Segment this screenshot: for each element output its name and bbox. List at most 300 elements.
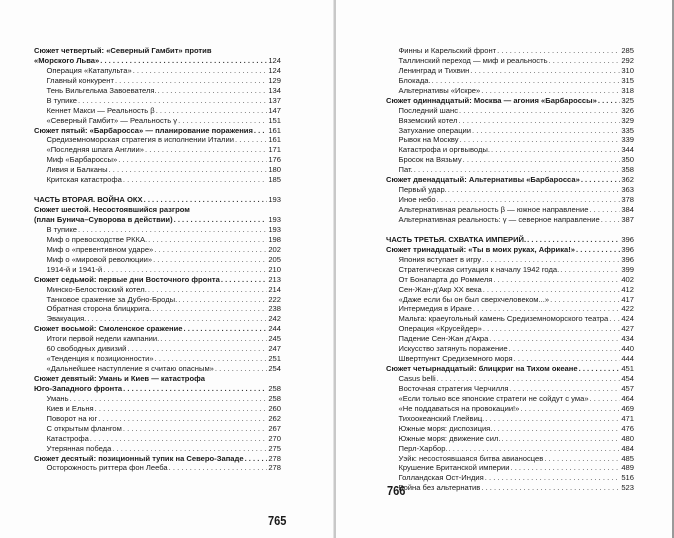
toc-entry (34, 304, 281, 314)
toc-entry (34, 394, 281, 404)
toc-entry-page: 270 (268, 433, 281, 443)
toc-entry (386, 165, 634, 175)
toc-entry-title: Кеннет Макси — Реальность β (46, 105, 155, 115)
dot-leader (489, 334, 620, 344)
toc-entry-title: Последний шанс (398, 105, 458, 115)
toc-heading (34, 126, 281, 136)
toc-entry-page: 198 (268, 234, 281, 244)
dot-leader (514, 354, 621, 364)
dot-leader (485, 414, 620, 424)
dot-leader (152, 304, 267, 314)
toc-entry-title: Иное небо (398, 195, 436, 205)
dot-leader (550, 295, 620, 305)
dot-leader (144, 195, 268, 205)
toc-entry-page: 424 (621, 314, 634, 324)
toc-entry-title: Бросок на Вязьму (398, 155, 462, 165)
toc-entry-page: 387 (621, 214, 634, 224)
toc-entry-title: Casus belli (398, 374, 436, 383)
toc-entry (34, 165, 281, 175)
toc-entry-title: Интермедия в Ираке (398, 304, 472, 314)
toc-entry-title: Война без альтернатив (398, 483, 481, 493)
toc-entry (386, 444, 634, 454)
toc-entry (34, 225, 281, 235)
toc-heading (34, 195, 281, 205)
toc-entry-page: 402 (621, 274, 634, 284)
toc-entry-title: Минско-Белостокский котел. (46, 284, 147, 294)
toc-entry (34, 135, 281, 145)
dot-leader (481, 483, 620, 493)
toc-entry-title: Утерянная победа (46, 443, 112, 453)
dot-leader (95, 404, 268, 414)
page-number-left: 765 (268, 513, 287, 528)
toc-entry-page: 210 (268, 264, 281, 274)
toc-entry-title: Миф о превосходстве РККА. (46, 234, 148, 244)
toc-entry (34, 66, 281, 76)
table-of-contents-left (34, 46, 281, 473)
toc-entry-page: 326 (621, 105, 634, 115)
toc-entry-title: «Даже если бы он был сверхчеловеком...» (398, 294, 550, 304)
toc-entry-page: 129 (268, 75, 281, 85)
toc-entry (386, 56, 634, 66)
dot-leader (118, 155, 267, 165)
toc-entry-title: Юго-Западного фронта (34, 383, 123, 393)
dot-leader (133, 66, 268, 76)
toc-entry-page: 363 (621, 185, 634, 195)
dot-leader (78, 225, 267, 235)
toc-entry-title: Перл-Харбор. (398, 443, 448, 453)
toc-entry-title: 60 свободных дивизий (46, 344, 127, 354)
toc-entry-title: «Если только все японские стратеги не сойдут с ума» (398, 393, 589, 403)
toc-entry-page: 516 (621, 473, 634, 483)
toc-entry-page: 444 (621, 354, 634, 364)
toc-entry-page: 171 (268, 145, 281, 155)
toc-heading (34, 384, 281, 394)
toc-entry (386, 414, 634, 424)
dot-leader (158, 86, 268, 96)
dot-leader (483, 285, 621, 295)
toc-entry-title: «Последняя шпага Англии» (46, 145, 145, 155)
toc-entry (34, 295, 281, 305)
toc-entry-title: ЧАСТЬ ВТОРАЯ. ВОЙНА ОКХ (34, 195, 143, 205)
toc-entry-page: 358 (621, 165, 634, 175)
toc-entry-page: 339 (621, 135, 634, 145)
toc-entry (386, 265, 634, 275)
toc-entry-page: 378 (621, 195, 634, 205)
toc-entry (386, 334, 634, 344)
toc-entry (34, 354, 281, 364)
toc-entry (386, 275, 634, 285)
dot-leader (153, 255, 267, 265)
toc-entry (386, 185, 634, 195)
toc-entry-title: Вяземский котел (398, 115, 458, 125)
toc-entry-title: Танковое сражение за Дубно-Броды. (46, 294, 178, 304)
toc-entry-page: 137 (268, 95, 281, 105)
toc-entry-title: Миф «Барбароссы» (46, 155, 118, 165)
toc-entry-page: 396 (621, 244, 634, 254)
dot-leader (560, 265, 620, 275)
toc-entry-page: 440 (621, 344, 634, 354)
toc-entry-title: Искусство затянуть поражение (398, 344, 508, 354)
toc-entry (386, 46, 634, 56)
toc-entry-page: 325 (621, 95, 634, 105)
dot-leader (491, 145, 620, 155)
toc-entry-page: 476 (621, 423, 634, 433)
dot-leader (115, 76, 267, 86)
dot-leader (70, 394, 268, 404)
toc-entry-title: Затухание операции (398, 125, 472, 135)
toc-entry-page: 396 (621, 234, 634, 244)
toc-entry-title: Таллинский переход — миф и реальность (398, 55, 548, 65)
dot-leader (414, 165, 621, 175)
toc-entry-title: Главный конкурент (46, 75, 114, 85)
toc-entry-title: Осторожность риттера фон Лееба (46, 463, 168, 473)
dot-leader (156, 106, 268, 116)
toc-entry-page: 350 (621, 155, 634, 165)
toc-heading (386, 175, 634, 185)
toc-entry (34, 285, 281, 295)
toc-entry (386, 295, 634, 305)
toc-entry (386, 394, 634, 404)
dot-leader (112, 444, 267, 454)
toc-entry (386, 434, 634, 444)
dot-leader (502, 434, 621, 444)
toc-entry-title: 1914-й и 1941-й (46, 264, 103, 274)
toc-entry (34, 86, 281, 96)
dot-leader (493, 424, 620, 434)
toc-entry (386, 473, 634, 483)
toc-entry-page: 464 (621, 393, 634, 403)
toc-entry-page: 222 (268, 294, 281, 304)
toc-entry (34, 145, 281, 155)
toc-entry-page: 242 (268, 314, 281, 324)
dot-leader (527, 235, 620, 245)
toc-entry (386, 463, 634, 473)
toc-heading (34, 46, 281, 56)
toc-entry-page: 396 (621, 254, 634, 264)
toc-entry-page: 278 (268, 453, 281, 463)
toc-entry-title: Голландская Ост-Индия (398, 473, 484, 483)
toc-entry-title: Сюжет четвертый: «Северный Гамбит» против (34, 46, 212, 55)
dot-leader (510, 463, 620, 473)
toc-entry-page: 254 (268, 364, 281, 374)
toc-entry (34, 444, 281, 454)
toc-entry-title: Сюжет тринадцатый: «Ты в моих руках, Африка!» (386, 244, 575, 254)
toc-entry-page: 451 (621, 364, 634, 374)
toc-heading (34, 454, 281, 464)
toc-entry-title: Восточная стратегия Черчилля (398, 383, 509, 393)
toc-entry-page: 258 (268, 393, 281, 403)
dot-leader (520, 404, 620, 414)
toc-entry-title: Сюжет седьмой: первые дни Восточного фронта (34, 274, 220, 284)
dot-leader (184, 324, 268, 334)
toc-entry-title: Крушение Британской империи (398, 463, 510, 473)
toc-entry-title: Альтернативная реальность: γ — северное направление (398, 214, 600, 224)
toc-heading (386, 96, 634, 106)
toc-entry-page: 185 (268, 175, 281, 185)
dot-leader (98, 414, 267, 424)
toc-entry-title: Киев и Ельня (46, 403, 94, 413)
toc-heading (386, 235, 634, 245)
toc-entry (34, 364, 281, 374)
toc-entry (34, 414, 281, 424)
toc-entry (386, 126, 634, 136)
toc-entry-page: 262 (268, 413, 281, 423)
dot-leader (459, 106, 620, 116)
toc-entry-page: 238 (268, 304, 281, 314)
dot-leader (169, 463, 268, 473)
toc-heading (34, 275, 281, 285)
dot-leader (78, 96, 267, 106)
toc-entry-title: Ленинград и Тихвин (398, 65, 470, 75)
toc-entry (34, 463, 281, 473)
toc-entry-title: Южные моря: движение сил. (398, 433, 501, 443)
toc-entry-page: 417 (621, 294, 634, 304)
toc-entry-page: 180 (268, 165, 281, 175)
toc-entry-title: Операция «Крусейдер» (398, 324, 482, 334)
toc-heading (34, 215, 281, 225)
dot-leader (590, 394, 621, 404)
dot-leader (482, 255, 620, 265)
toc-entry-page: 267 (268, 423, 281, 433)
dot-leader (481, 86, 620, 96)
toc-entry-title: Пат. (398, 165, 413, 175)
dot-leader (123, 424, 267, 434)
toc-heading (386, 245, 634, 255)
dot-leader (100, 56, 267, 66)
dot-leader (103, 265, 267, 275)
toc-entry (386, 135, 634, 145)
toc-entry-title: Япония вступает в игру (398, 254, 482, 264)
toc-entry-title: Тень Вильгельма Завоевателя. (46, 85, 157, 95)
toc-entry-title: Швертпункт Средиземного моря (398, 354, 513, 364)
toc-entry-title: В тупике (46, 95, 78, 105)
toc-entry (386, 116, 634, 126)
toc-entry-page: 193 (268, 224, 281, 234)
toc-entry-title: Катастрофа и оргвыводы. (398, 145, 490, 155)
toc-entry (386, 195, 634, 205)
dot-leader (123, 175, 267, 185)
toc-entry-page: 422 (621, 304, 634, 314)
toc-entry-page: 176 (268, 155, 281, 165)
toc-entry-title: Операция «Катапульта» (46, 65, 132, 75)
dot-leader (493, 275, 620, 285)
toc-entry (386, 324, 634, 334)
dot-leader (509, 344, 621, 354)
toc-entry-title: Миф о «превентивном ударе» (46, 244, 154, 254)
dot-leader (589, 205, 620, 215)
dot-leader (145, 145, 267, 155)
toc-heading (34, 56, 281, 66)
toc-entry-title: Сюжет пятый: «Барбаросса» — планирование поражения (34, 125, 253, 135)
toc-entry-page: 344 (621, 145, 634, 155)
toc-heading (34, 374, 281, 384)
dot-leader (127, 344, 267, 354)
toc-entry (386, 205, 634, 215)
toc-entry-title: В тупике (46, 224, 78, 234)
toc-entry (386, 304, 634, 314)
dot-leader (245, 454, 268, 464)
toc-entry (34, 404, 281, 414)
toc-entry (34, 106, 281, 116)
dot-leader (458, 116, 620, 126)
dot-leader (87, 314, 267, 324)
dot-leader (470, 66, 620, 76)
toc-entry (386, 255, 634, 265)
toc-entry (34, 76, 281, 86)
toc-entry-page: 310 (621, 65, 634, 75)
dot-leader (579, 364, 621, 374)
toc-entry (386, 424, 634, 434)
toc-entry-title: ЧАСТЬ ТРЕТЬЯ. СХВАТКА ИМПЕРИЙ. (386, 234, 527, 244)
dot-leader (473, 304, 620, 314)
dot-leader (154, 245, 267, 255)
toc-entry (386, 454, 634, 464)
toc-entry-title: Мальта: краеугольный камень Средиземноморского театра (398, 314, 609, 324)
toc-entry-page: 161 (268, 125, 281, 135)
toc-entry-title: Эвакуация. (46, 314, 87, 324)
toc-entry (34, 265, 281, 275)
toc-entry-title: Сен-Жан-д'Акр XX века (398, 284, 482, 294)
toc-entry (386, 285, 634, 295)
toc-entry-page: 434 (621, 334, 634, 344)
dot-leader (437, 374, 621, 384)
toc-entry (34, 424, 281, 434)
toc-entry-page: 384 (621, 205, 634, 214)
dot-leader (448, 185, 621, 195)
toc-entry (386, 155, 634, 165)
toc-entry-title: Сюжет десятый: позиционный тупик на Северо-Западе (34, 453, 244, 463)
toc-entry (386, 354, 634, 364)
toc-entry-title: «Дальнейшее наступление я считаю опасным» (46, 364, 214, 374)
toc-entry-page: 427 (621, 324, 634, 334)
toc-entry-page: 457 (621, 383, 634, 393)
toc-entry-title: Катастрофа (46, 433, 89, 443)
toc-entry-title: Южные моря: диспозиция. (398, 423, 493, 433)
toc-entry-title: Итоги первой недели кампании. (46, 334, 160, 344)
toc-entry-title: От Бонапарта до Роммеля (398, 274, 493, 284)
toc-entry-page: 523 (621, 483, 634, 493)
toc-entry-page: 244 (268, 324, 281, 334)
toc-entry-page: 214 (268, 284, 281, 294)
dot-leader (254, 126, 267, 136)
toc-entry-page: 124 (268, 65, 281, 75)
dot-leader (449, 444, 621, 454)
toc-entry-title: Поворот на юг (46, 413, 98, 423)
dot-leader (510, 384, 621, 394)
dot-leader (437, 195, 621, 205)
toc-entry (34, 96, 281, 106)
dot-leader (549, 56, 621, 66)
right-page (336, 0, 672, 538)
toc-entry-title: Уэйк: несостоявшаяся битва авианосцев (398, 453, 544, 463)
toc-entry-page: 469 (621, 403, 634, 413)
toc-entry-title: «Морского Льва» (34, 55, 100, 65)
toc-entry-title: Альтернативы «Искре» (398, 85, 481, 95)
toc-entry (34, 235, 281, 245)
toc-heading (34, 205, 281, 215)
dot-leader (215, 364, 267, 374)
toc-entry-title: Умань (46, 393, 69, 403)
dot-leader (123, 384, 267, 394)
toc-entry-page: 161 (268, 135, 281, 145)
toc-entry-page: 151 (268, 115, 281, 125)
toc-entry-title: Блокада. (398, 75, 431, 85)
toc-entry-page: 399 (621, 264, 634, 274)
dot-leader (483, 324, 620, 334)
toc-entry (34, 314, 281, 324)
toc-entry-page: 193 (268, 195, 281, 205)
toc-entry-page: 245 (268, 334, 281, 344)
toc-entry-page: 480 (621, 433, 634, 443)
toc-entry (34, 434, 281, 444)
toc-entry-title: Обратная сторона блицкрига. (46, 304, 152, 314)
dot-leader (109, 165, 268, 175)
dot-leader (221, 275, 267, 285)
dot-leader (148, 285, 268, 295)
dot-leader (174, 215, 268, 225)
toc-entry (386, 344, 634, 354)
toc-entry-title: (план Бунича–Суворова в действии) (34, 215, 173, 224)
toc-entry-page: 278 (268, 463, 281, 473)
toc-entry (34, 344, 281, 354)
toc-entry-page: 205 (268, 254, 281, 264)
dot-leader (178, 116, 267, 126)
toc-entry (386, 314, 634, 324)
toc-entry-title: «Не поддаваться на провокации!» (398, 403, 520, 413)
toc-entry-title: Падение Сен-Жан д'Акра (398, 334, 489, 344)
toc-entry-page: 485 (621, 453, 634, 463)
toc-entry-page: 362 (621, 175, 634, 185)
toc-entry (386, 384, 634, 394)
toc-entry-page: 318 (621, 85, 634, 95)
left-page (0, 0, 333, 538)
toc-entry-title: Сюжет двенадцатый: Альтернативы «Барбаросса» (386, 175, 580, 185)
toc-entry-title: Стратегическая ситуация к началу 1942 года. (398, 264, 560, 274)
toc-entry-page: 412 (621, 284, 634, 294)
dot-leader (235, 135, 267, 145)
toc-entry (34, 116, 281, 126)
toc-entry (34, 334, 281, 344)
toc-entry (386, 145, 634, 155)
toc-entry-title: «Тенденция к позиционности» (46, 354, 154, 364)
toc-entry (34, 155, 281, 165)
toc-entry (386, 215, 634, 225)
toc-entry-title: Сюжет шестой. Несостоявшийся разгром (34, 205, 190, 215)
toc-entry-title: Сюжет одиннадцатый: Москва — агония «Барбароссы» (386, 95, 597, 105)
toc-entry-page: 134 (268, 85, 281, 95)
toc-entry-page: 484 (621, 443, 634, 453)
toc-entry-title: Средиземноморская стратегия в исполнении Италии (46, 135, 234, 145)
toc-entry-title: Альтернативная реальность β — южное направление (398, 205, 589, 214)
toc-entry-title: Миф о «мировой революции» (46, 254, 153, 264)
page-number-right: 766 (387, 483, 406, 498)
dot-leader (576, 245, 620, 255)
dot-leader (460, 135, 621, 145)
toc-entry (386, 404, 634, 414)
toc-entry-page: 124 (268, 55, 281, 65)
toc-entry-title: Тихоокеанский Глейвиц. (398, 413, 485, 423)
toc-entry-page: 454 (621, 374, 634, 383)
toc-entry-page: 471 (621, 413, 634, 423)
dot-leader (148, 235, 267, 245)
toc-entry-page: 258 (268, 383, 281, 393)
toc-entry-page: 251 (268, 354, 281, 364)
toc-entry-page: 329 (621, 115, 634, 125)
dot-leader (601, 215, 621, 225)
toc-entry-title: Рывок на Москву (398, 135, 459, 145)
toc-entry (386, 86, 634, 96)
dot-leader (178, 295, 267, 305)
